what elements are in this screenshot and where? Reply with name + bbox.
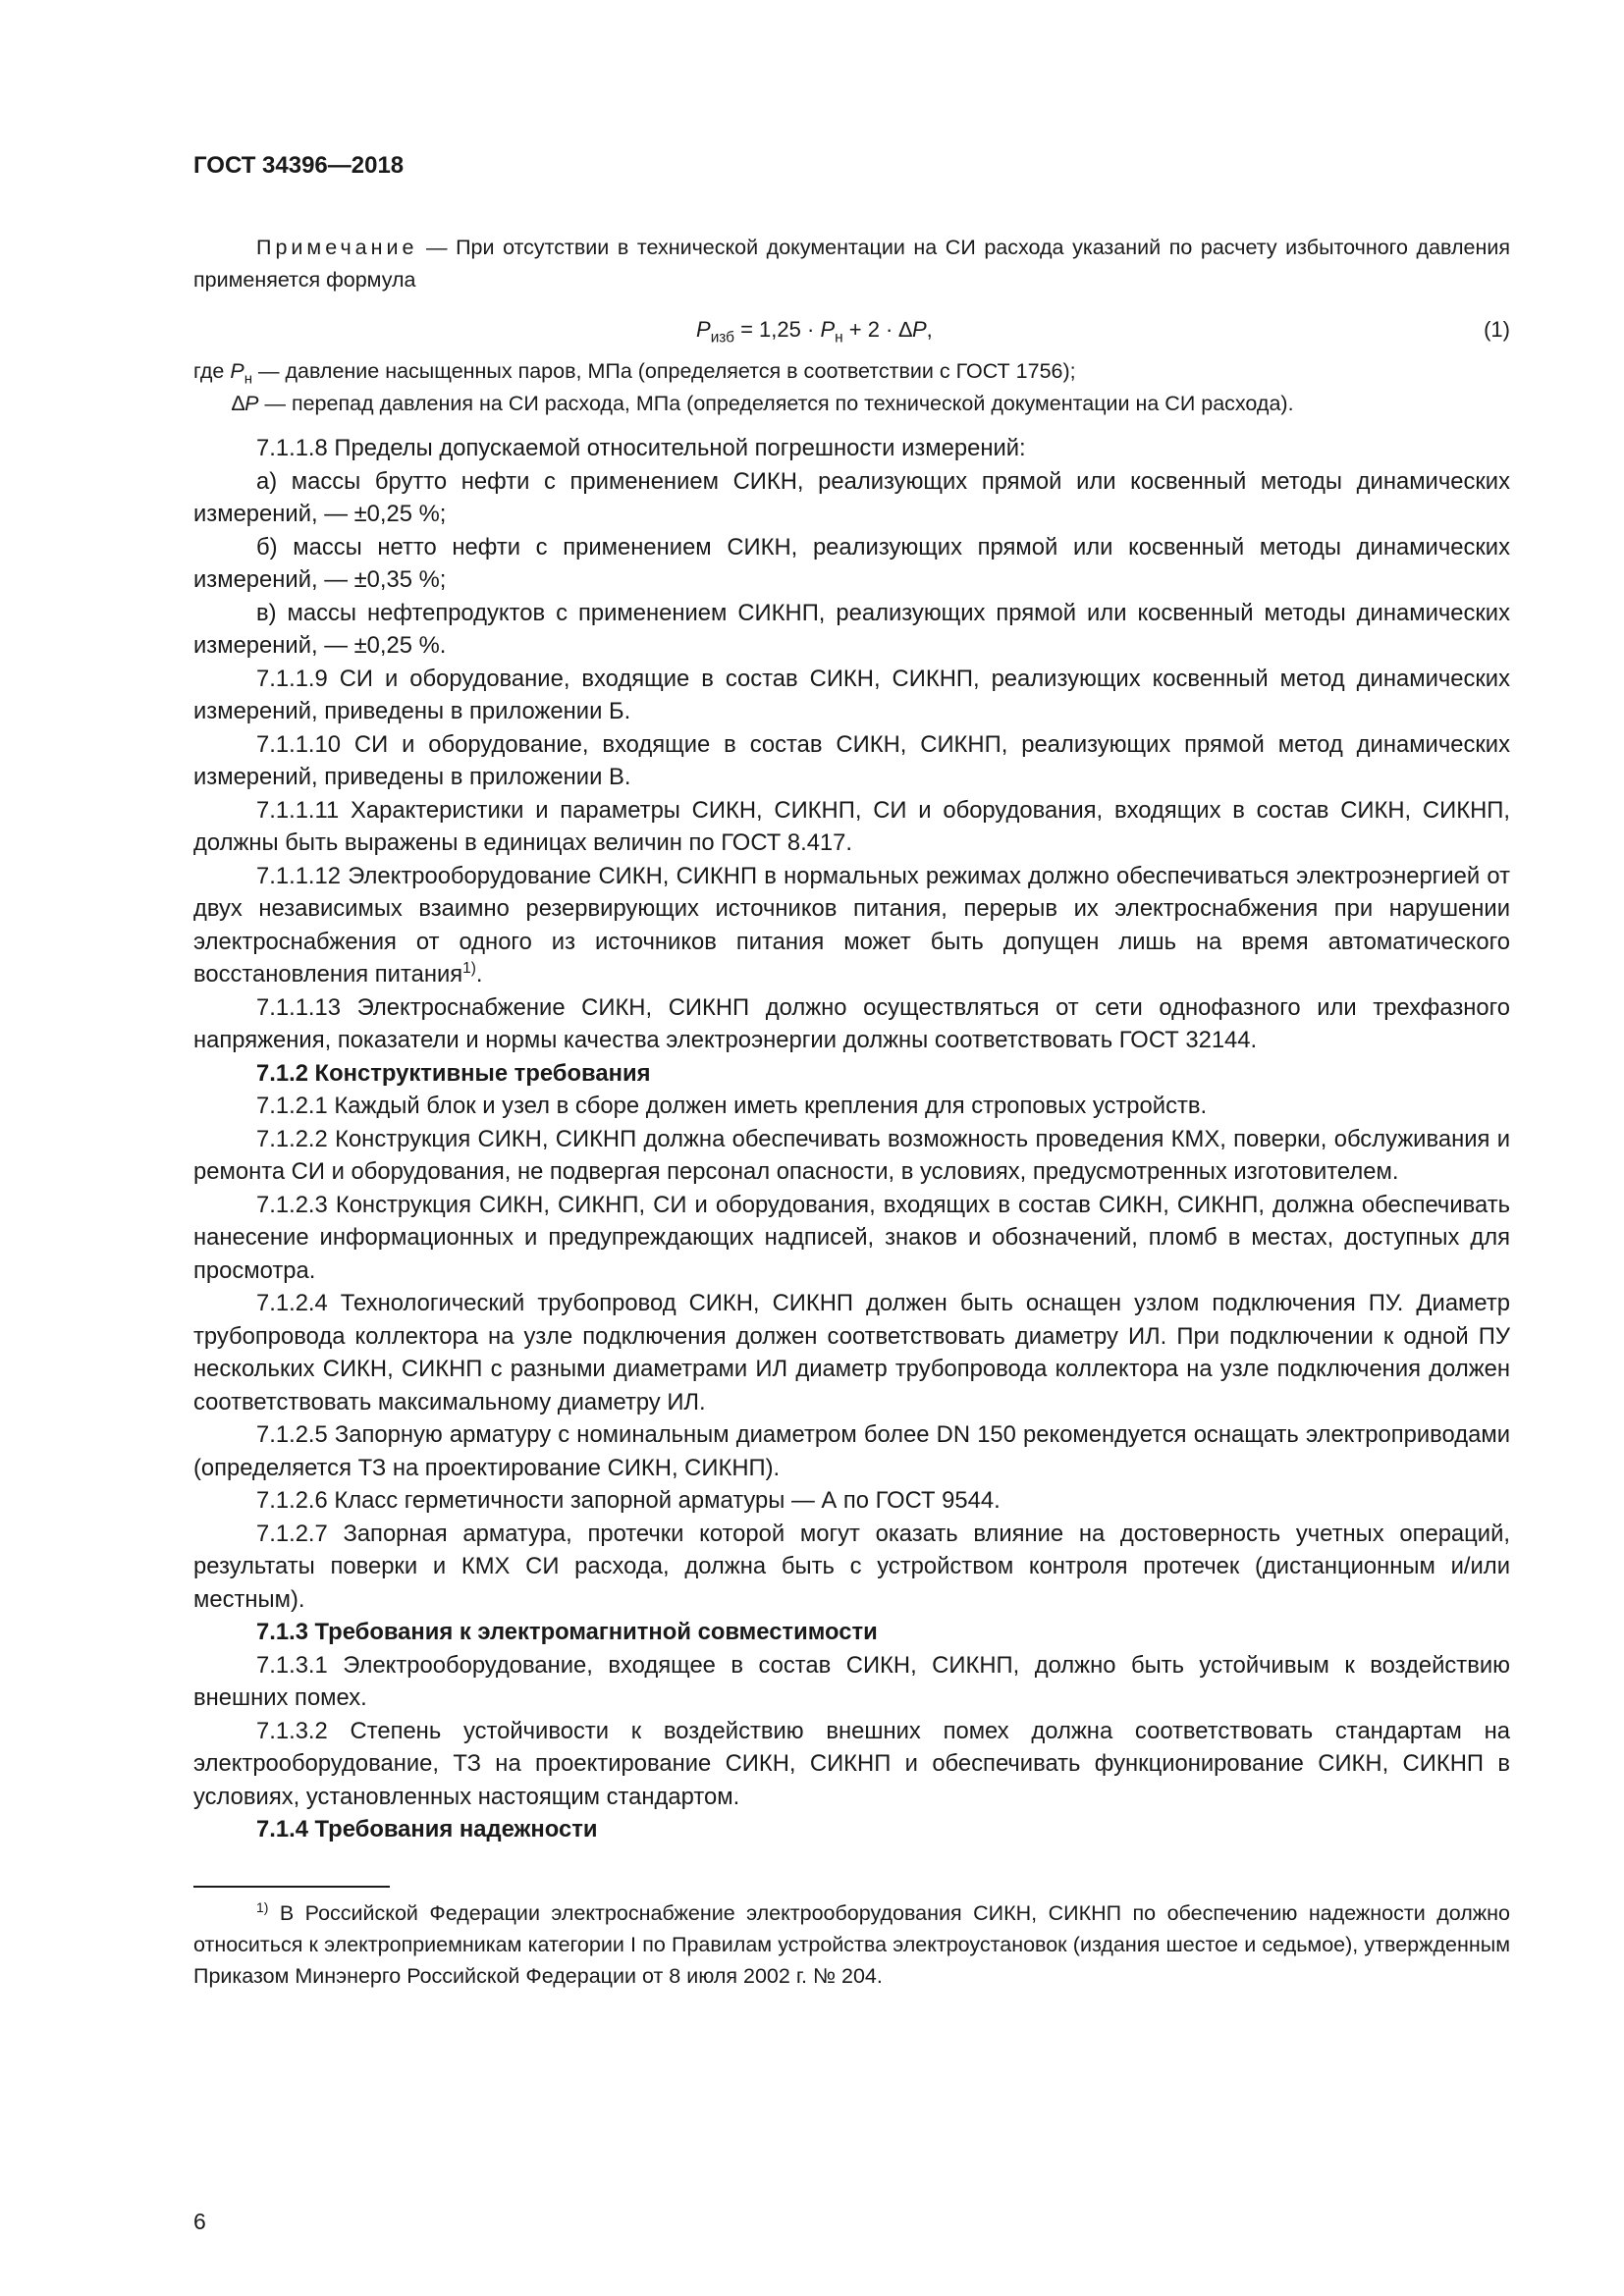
paragraph-7-1-2-6: 7.1.2.6 Класс герметичности запорной арматуры — А по ГОСТ 9544.: [256, 1487, 1001, 1514]
paragraph-7-1-1-12-end: .: [475, 961, 483, 988]
legend-var-p: P: [230, 359, 244, 383]
legend-prefix: где: [193, 359, 231, 383]
paragraph-7-1-1-9: 7.1.1.9 СИ и оборудование, входящие в состав СИКН, СИКНП, реализующих косвенный метод динамических измерений, приведены в приложении Б.: [193, 665, 1510, 724]
legend-line-1: [193, 355, 1510, 388]
footnote-marker: 1): [256, 1898, 269, 1915]
formula-legend: [193, 355, 1510, 420]
paragraph-7-1-1-13: 7.1.1.13 Электроснабжение СИКН, СИКНП должно осуществляться от сети однофазного или трехфазного напряжения, показатели и нормы качества электроэнергии должны соответствовать ГОСТ 32144.: [193, 993, 1510, 1053]
paragraph-7-1-1-8: 7.1.1.8 Пределы допускаемой относительной погрешности измерений:: [256, 435, 1026, 461]
formula-tail: ,: [926, 317, 933, 342]
legend-desc-2: — перепад давления на СИ расхода, МПа (определяется по технической документации на СИ расхода).: [258, 392, 1294, 415]
paragraph-7-1-1-8-c: в) массы нефтепродуктов с применением СИКНП, реализующих прямой или косвенный методы динамических измерений, — ±0,25 %.: [193, 599, 1510, 659]
paragraph-7-1-2-5: 7.1.2.5 Запорную арматуру с номинальным диаметром более DN 150 рекомендуется оснащать электроприводами (определяется ТЗ на проектирование СИКН, СИКНП).: [193, 1421, 1510, 1481]
paragraph-7-1-3-2: 7.1.3.2 Степень устойчивости к воздействию внешних помех должна соответствовать стандартам на электрооборудование, ТЗ на проектирование СИКН, СИКНП и обеспечивать функционирование СИКН, СИКНП в условиях, установленных настоящим стандартом.: [193, 1717, 1510, 1810]
formula-expression: [696, 312, 933, 347]
legend-var-dp: P: [244, 392, 259, 415]
paragraph-7-1-2-4: 7.1.2.4 Технологический трубопровод СИКН, СИКНП должен быть оснащен узлом подключения ПУ. Диаметр трубопровода коллектора на узле подключения должен соответствовать диаметру ИЛ. При подключении к одной ПУ нескольких СИКН, СИКНП с разными диаметрами ИЛ диаметр трубопровода коллектора на узле подключения должен соответствовать максимальному диаметру ИЛ.: [193, 1290, 1510, 1415]
main-text: [193, 432, 1510, 1846]
page-number: 6: [193, 2209, 206, 2234]
formula-plus: + 2 · ∆: [842, 317, 912, 342]
paragraph-7-1-2-1: 7.1.2.1 Каждый блок и узел в сборе должен иметь крепления для строповых устройств.: [256, 1093, 1208, 1119]
footnote-1: [193, 1897, 1510, 1992]
formula-number: (1): [1484, 317, 1510, 342]
note-text: — При отсутствии в технической документации на СИ расхода указаний по расчету избыточного давления применяется формула: [193, 236, 1510, 292]
footnote-text: В Российской Федерации электроснабжение электрооборудования СИКН, СИКНП по обеспечению надежности должно относиться к электроприемникам категории I по Правилам устройства электроустановок (издания шестое и седьмое), утвержденным Приказом Минэнерго Российской Федерации от 8 июля 2002 г. № 204.: [193, 1900, 1510, 1988]
formula-1: [193, 312, 1510, 347]
legend-var-p-sub: н: [244, 370, 253, 388]
paragraph-7-1-3-1: 7.1.3.1 Электрооборудование, входящее в состав СИКН, СИКНП, должно быть устойчивым к воздействию внешних помех.: [193, 1651, 1510, 1711]
formula-coef: = 1,25 ·: [733, 317, 821, 342]
paragraph-7-1-2-2: 7.1.2.2 Конструкция СИКН, СИКНП должна обеспечивать возможность проведения КМХ, поверки, обслуживания и ремонта СИ и оборудования, не подвергая персонал опасности, в условиях, предусмотренных изготовителем.: [193, 1125, 1510, 1185]
paragraph-7-1-1-12-text: 7.1.1.12 Электрооборудование СИКН, СИКНП в нормальных режимах должно обеспечиваться электроэнергией от двух независимых взаимно резервирующих источников питания, перерыв их электроснабжения при нарушении электроснабжения от одного из источников питания может быть допущен лишь на время автоматического восстановления питания: [193, 862, 1510, 988]
legend-desc-1: — давление насыщенных паров, МПа (определяется в соответствии с ГОСТ 1756);: [252, 359, 1076, 383]
legend-line-2: [193, 388, 1510, 420]
paragraph-7-1-1-8-a: а) массы брутто нефти с применением СИКН, реализующих прямой или косвенный методы динамических измерений, — ±0,25 %;: [193, 467, 1510, 527]
formula-sub-izb: изб: [710, 329, 734, 347]
paragraph-7-1-1-11: 7.1.1.11 Характеристики и параметры СИКН, СИКНП, СИ и оборудования, входящих в состав СИКН, СИКНП, должны быть выражены в единицах величин по ГОСТ 8.417.: [193, 796, 1510, 856]
footnote-divider: [193, 1886, 390, 1888]
formula-var-dp: P: [911, 317, 927, 342]
heading-7-1-2: 7.1.2 Конструктивные требования: [256, 1059, 651, 1087]
legend-delta: ∆: [232, 392, 245, 415]
note-label: Примечание: [256, 236, 418, 259]
heading-7-1-4: 7.1.4 Требования надежности: [256, 1816, 598, 1842]
formula-var-p-izb: P: [696, 317, 711, 342]
document-header: ГОСТ 34396—2018: [193, 152, 405, 179]
footnote-ref[interactable]: 1): [462, 960, 476, 978]
paragraph-7-1-2-3: 7.1.2.3 Конструкция СИКН, СИКНП, СИ и оборудования, входящих в состав СИКН, СИКНП, должна обеспечивать нанесение информационных и предупреждающих надписей, знаков и обозначений, пломб в местах, доступных для просмотра.: [193, 1191, 1510, 1284]
paragraph-7-1-1-10: 7.1.1.10 СИ и оборудование, входящие в состав СИКН, СИКНП, реализующих прямой метод динамических измерений, приведены в приложении В.: [193, 730, 1510, 790]
note-paragraph: [193, 232, 1510, 296]
paragraph-7-1-1-12: [193, 860, 1510, 991]
paragraph-7-1-1-8-b: б) массы нетто нефти с применением СИКН, реализующих прямой или косвенный методы динамических измерений, — ±0,35 %;: [193, 533, 1510, 593]
formula-var-p-n: P: [820, 317, 836, 342]
formula-sub-n: н: [835, 329, 843, 347]
heading-7-1-3: 7.1.3 Требования к электромагнитной совместимости: [256, 1619, 878, 1645]
paragraph-7-1-2-7: 7.1.2.7 Запорная арматура, протечки которой могут оказать влияние на достоверность учетных операций, результаты поверки и КМХ СИ расхода, должна быть с устройством контроля протечек (дистанционным и/или местным).: [193, 1520, 1510, 1613]
